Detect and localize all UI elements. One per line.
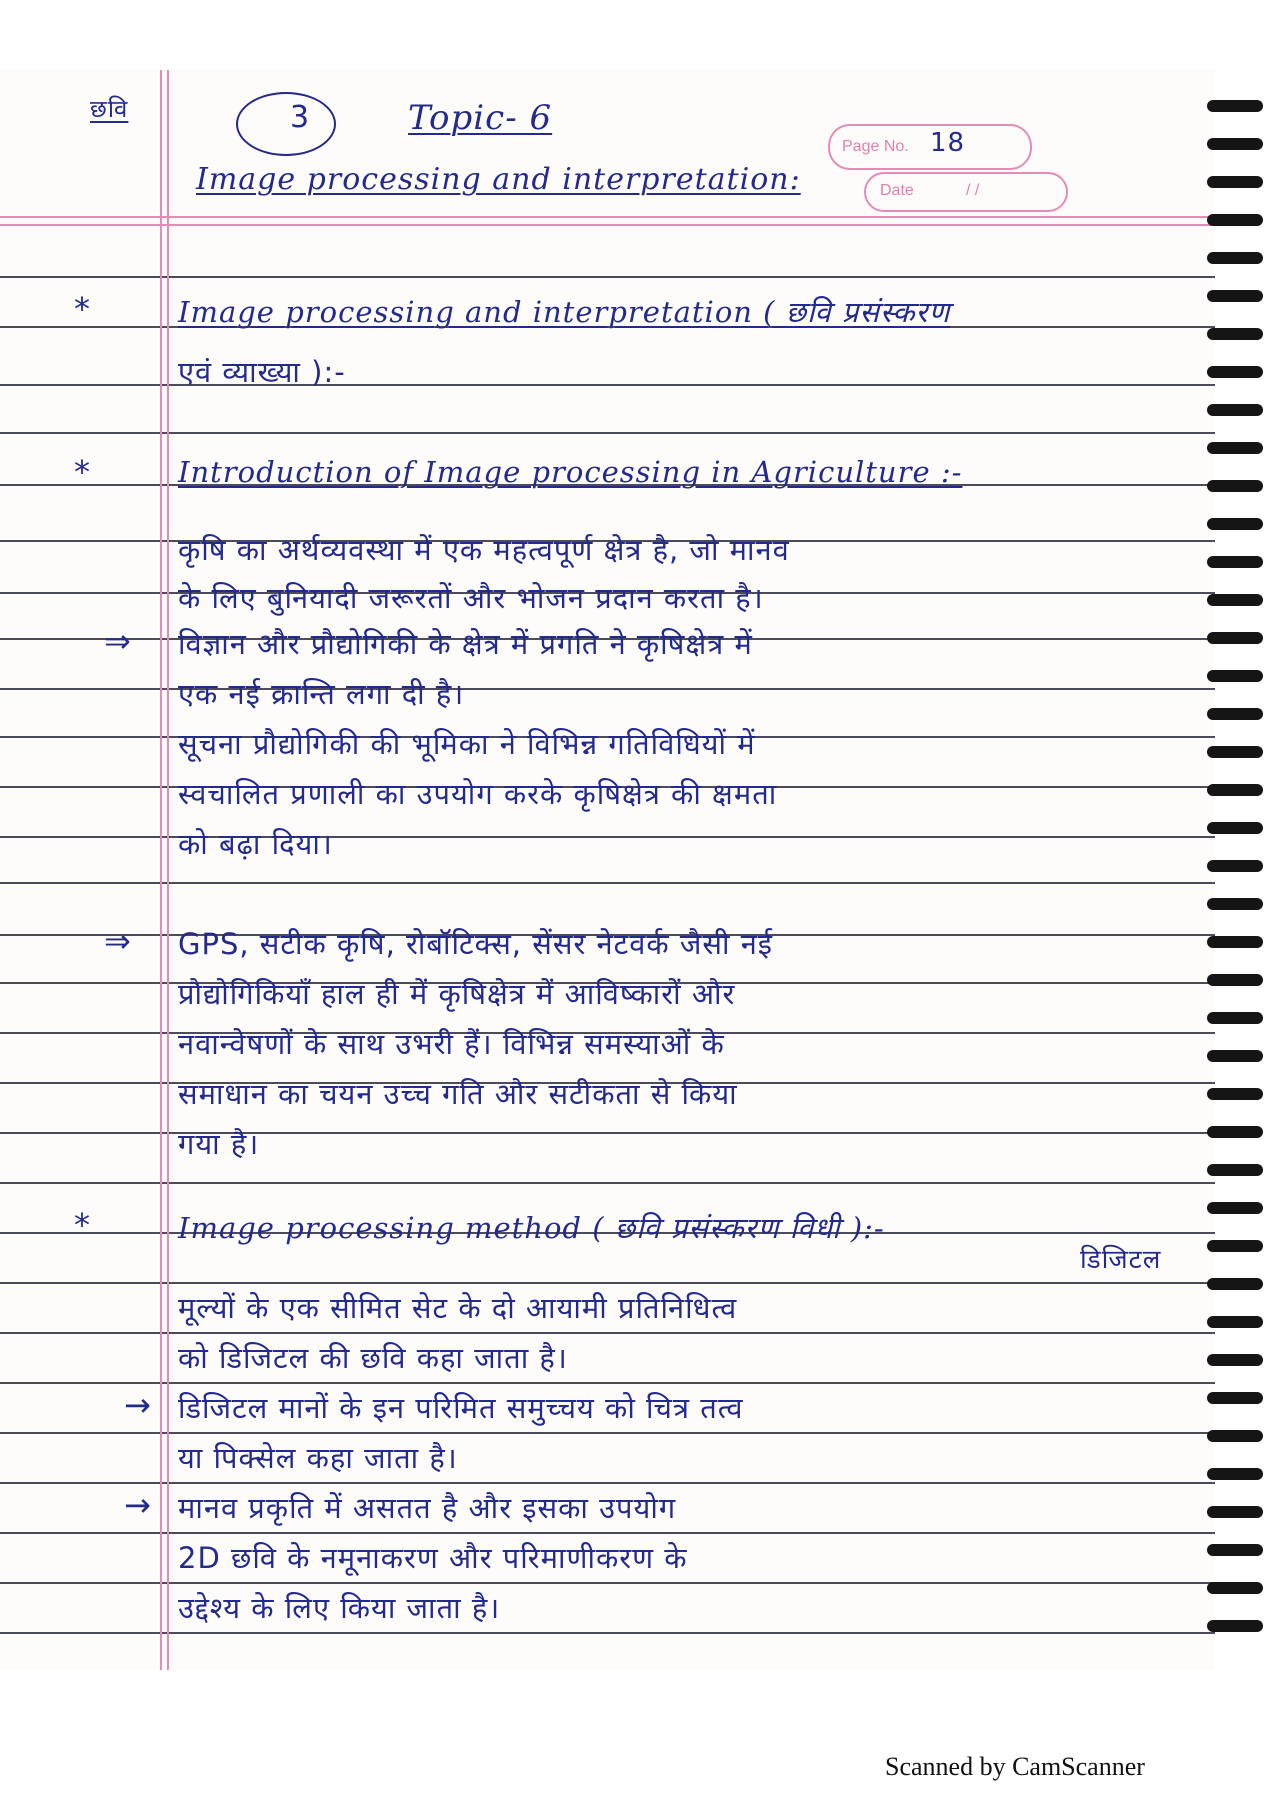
- line-bullet: *: [74, 1206, 91, 1244]
- note-line: गया है।: [178, 1127, 260, 1161]
- ruled-line: [0, 1582, 1215, 1584]
- circle-number: 3: [290, 100, 311, 135]
- note-line: Image processing method ( छवि प्रसंस्करण विधी ):-: [178, 1211, 885, 1245]
- page-title: Image processing and interpretation:: [196, 162, 801, 197]
- note-line: कृषि का अर्थव्यवस्था में एक महत्वपूर्ण क्षेत्र है, जो मानव: [178, 533, 790, 567]
- note-line: डिजिटल: [1080, 1245, 1162, 1275]
- date-label: Date: [880, 182, 914, 199]
- note-line: Introduction of Image processing in Agriculture :-: [178, 455, 963, 489]
- margin-rule: [160, 70, 162, 1670]
- spiral-binding: [1207, 80, 1263, 1660]
- line-bullet: →: [124, 1386, 152, 1424]
- note-line: प्रौद्योगिकियाँ हाल ही में कृषिक्षेत्र में आविष्कारों और: [178, 977, 736, 1011]
- note-line: GPS, सटीक कृषि, रोबॉटिक्स, सेंसर नेटवर्क जैसी नई: [178, 927, 774, 961]
- header-rule: [0, 224, 1215, 226]
- margin-rule: [167, 70, 169, 1670]
- ruled-line: [0, 882, 1215, 884]
- line-bullet: ⇒: [104, 622, 132, 660]
- note-line: 2D छवि के नमूनाकरण और परिमाणीकरण के: [178, 1541, 688, 1575]
- line-bullet: *: [74, 290, 91, 328]
- corner-note: छवि: [90, 95, 129, 123]
- note-line: मूल्यों के एक सीमित सेट के दो आयामी प्रतिनिधित्व: [178, 1291, 738, 1325]
- topic-heading: Topic- 6: [408, 98, 553, 138]
- page-number: 18: [930, 128, 966, 158]
- ruled-line: [0, 432, 1215, 434]
- note-line: डिजिटल मानों के इन परिमित समुच्चय को चित्र तत्व: [178, 1391, 744, 1425]
- page-label: Page No.: [842, 138, 909, 155]
- note-line: के लिए बुनियादी जरूरतों और भोजन प्रदान करता है।: [178, 581, 764, 615]
- ruled-line: [0, 1382, 1215, 1384]
- ruled-line: [0, 276, 1215, 278]
- note-line: को बढ़ा दिया।: [178, 827, 333, 861]
- note-line: एवं व्याख्या ):-: [178, 355, 346, 389]
- ruled-line: [0, 1432, 1215, 1434]
- line-bullet: ⇒: [104, 922, 132, 960]
- note-line: उद्देश्य के लिए किया जाता है।: [178, 1591, 501, 1625]
- circled-number: [236, 92, 336, 156]
- date-value: / /: [966, 182, 980, 199]
- note-line: एक नई क्रान्ति लगा दी है।: [178, 677, 465, 711]
- ruled-line: [0, 1282, 1215, 1284]
- note-line: Image processing and interpretation ( छवि प्रसंस्करण: [178, 295, 951, 329]
- ruled-line: [0, 1532, 1215, 1534]
- note-line: मानव प्रकृति में असतत है और इसका उपयोग: [178, 1491, 677, 1525]
- note-line: या पिक्सेल कहा जाता है।: [178, 1441, 458, 1475]
- note-line: नवान्वेषणों के साथ उभरी हैं। विभिन्न समस्याओं के: [178, 1027, 725, 1061]
- note-line: सूचना प्रौद्योगिकी की भूमिका ने विभिन्न गतिविधियों में: [178, 727, 756, 761]
- line-bullet: →: [124, 1486, 152, 1524]
- ruled-line: [0, 1632, 1215, 1634]
- ruled-line: [0, 1482, 1215, 1484]
- header-rule: [0, 216, 1215, 218]
- note-line: समाधान का चयन उच्च गति और सटीकता से किया: [178, 1077, 738, 1111]
- ruled-line: [0, 1182, 1215, 1184]
- scanner-watermark: Scanned by CamScanner: [885, 1752, 1145, 1781]
- ruled-line: [0, 1332, 1215, 1334]
- note-line: को डिजिटल की छवि कहा जाता है।: [178, 1341, 568, 1375]
- note-line: विज्ञान और प्रौद्योगिकी के क्षेत्र में प्रगति ने कृषिक्षेत्र में: [178, 627, 753, 661]
- line-bullet: *: [74, 453, 91, 491]
- note-line: स्वचालित प्रणाली का उपयोग करके कृषिक्षेत्र की क्षमता: [178, 777, 778, 811]
